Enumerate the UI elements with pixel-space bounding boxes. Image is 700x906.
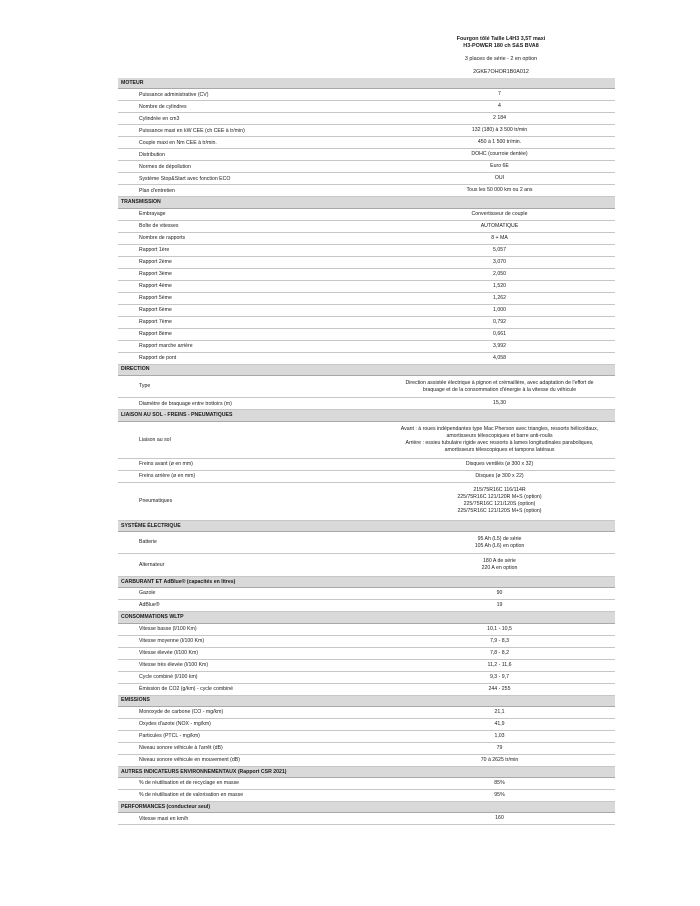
spec-value xyxy=(384,558,615,572)
spec-value-line: 450 à 1 500 tr/min. xyxy=(477,139,522,146)
spec-value xyxy=(384,400,615,407)
section-header xyxy=(118,612,615,623)
spec-value xyxy=(384,343,615,350)
spec-label: % de réutilisation et de valorisation en masse xyxy=(139,792,244,799)
spec-row xyxy=(118,173,615,185)
spec-row xyxy=(118,233,615,245)
spec-row xyxy=(118,125,615,137)
spec-value-line: Disques ventilés (ø 300 x 32) xyxy=(465,461,534,468)
section-title: AUTRES INDICATEURS ENVIRONNEMENTAUX (Rapport CSR 2021) xyxy=(121,768,287,775)
spec-label: Nombre de rapports xyxy=(139,234,186,241)
spec-label: Vitesse basse (l/100 Km) xyxy=(139,625,197,632)
spec-value-line: 3,070 xyxy=(493,258,506,265)
spec-label: Liaison au sol xyxy=(139,436,171,443)
spec-value-line: 10,1 - 10,5 xyxy=(487,625,512,632)
model-title-line-1: Fourgon tôlé Taille L4H3 3,5T maxi xyxy=(456,36,546,42)
spec-value-line: 95 Ah (L5) de série xyxy=(477,535,522,542)
spec-row xyxy=(118,719,615,731)
spec-value xyxy=(384,815,615,822)
spec-row xyxy=(118,684,615,696)
spec-value-line: 85% xyxy=(494,780,505,787)
spec-value-line: Direction assistée électrique à pignon et crémaillère, avec adaptation de l'effort de xyxy=(405,379,594,386)
spec-label: Système Stop&Start avec fonction ECO xyxy=(139,175,231,182)
section-title: LIAISON AU SOL - FREINS - PNEUMATIQUES xyxy=(121,412,233,419)
spec-label: Plan d'entretien xyxy=(139,187,175,194)
section-title: MOTEUR xyxy=(121,79,144,86)
spec-label: Puissance administrative (CV) xyxy=(139,91,209,98)
spec-value-line: 11,2 - 11,6 xyxy=(487,661,512,668)
spec-row xyxy=(118,398,615,410)
seats-info: 3 places de série - 2 en option xyxy=(464,56,538,62)
spec-row xyxy=(118,636,615,648)
spec-value-line: 7,8 - 8,2 xyxy=(489,649,510,656)
section-title: SYSTÈME ÉLECTRIQUE xyxy=(121,522,181,529)
spec-value-line: 4 xyxy=(498,103,501,110)
spec-row xyxy=(118,341,615,353)
spec-value-line: 5,057 xyxy=(493,246,506,253)
spec-table xyxy=(118,78,615,825)
spec-value-line: Euro 6E xyxy=(490,163,509,170)
spec-value-line: 95% xyxy=(494,792,505,799)
spec-label: Rapport 7ème xyxy=(139,318,172,325)
spec-value-line: 0,792 xyxy=(493,318,506,325)
spec-row xyxy=(118,600,615,612)
spec-value-line: 220 A en option xyxy=(481,565,518,572)
spec-value xyxy=(384,745,615,752)
spec-value xyxy=(384,175,615,182)
spec-value-line: 160 xyxy=(495,815,504,822)
spec-value xyxy=(384,271,615,278)
spec-label: % de réutilisation et de recyclage en masse xyxy=(139,780,240,787)
spec-value xyxy=(384,780,615,787)
section-header xyxy=(118,802,615,813)
spec-label: Rapport de pont xyxy=(139,354,177,361)
spec-value xyxy=(384,235,615,242)
spec-value xyxy=(384,426,615,454)
spec-label: Alternateur xyxy=(139,561,165,568)
spec-row xyxy=(118,755,615,767)
section-header xyxy=(118,410,615,421)
spec-value-line: 244 - 255 xyxy=(488,685,511,692)
model-title xyxy=(384,36,618,50)
spec-row xyxy=(118,305,615,317)
spec-value xyxy=(384,461,615,468)
spec-value xyxy=(384,331,615,338)
spec-label: Cylindrée en cm3 xyxy=(139,115,180,122)
spec-value-line: 79 xyxy=(496,744,503,751)
section-title: DIRECTION xyxy=(121,366,150,373)
spec-label: Freins arrière (ø en mm) xyxy=(139,473,196,480)
spec-label: Niveau sonore véhicule à l'arrêt (dB) xyxy=(139,745,223,752)
spec-value-line: Convertisseur de couple xyxy=(471,210,528,217)
spec-row xyxy=(118,89,615,101)
spec-value xyxy=(384,187,615,194)
spec-row xyxy=(118,778,615,790)
section-title: TRANSMISSION xyxy=(121,199,161,206)
spec-value-line: 21,1 xyxy=(494,708,505,715)
spec-label: Normes de dépollution xyxy=(139,163,191,170)
section-title: EMISSIONS xyxy=(121,697,150,704)
section-title: CONSOMMATIONS WLTP xyxy=(121,614,184,621)
spec-value-line: 2 184 xyxy=(493,115,506,122)
spec-label: Couple maxi en Nm CEE à tr/min. xyxy=(139,139,217,146)
spec-label: Pneumatiques xyxy=(139,498,173,505)
spec-label: Cycle combiné (l/100 km) xyxy=(139,673,198,680)
spec-row xyxy=(118,422,615,460)
spec-value-line: 225/75R16C 121/120S (option) xyxy=(463,501,536,508)
spec-value-line: amortisseurs télescopiques et barre anti-roulis xyxy=(446,432,553,439)
section-title: PERFORMANCES (conducteur seul) xyxy=(121,804,211,811)
section-header xyxy=(118,78,615,89)
spec-value-line: 225/75R16C 121/120S M+S (option) xyxy=(457,508,542,515)
spec-value xyxy=(384,650,615,657)
spec-value xyxy=(384,473,615,480)
section-header xyxy=(118,767,615,778)
spec-label: Vitesse très élevée (l/100 Km) xyxy=(139,661,209,668)
spec-value xyxy=(384,163,615,170)
spec-label: AdBlue® xyxy=(139,602,160,609)
spec-value-line: DOHC (courroie dentée) xyxy=(471,151,528,158)
spec-value-line: 41,9 xyxy=(494,720,505,727)
spec-value xyxy=(384,103,615,110)
spec-row xyxy=(118,317,615,329)
spec-value xyxy=(384,355,615,362)
spec-value xyxy=(384,590,615,597)
spec-value-line: 7 xyxy=(498,91,501,98)
spec-row xyxy=(118,137,615,149)
spec-value xyxy=(384,536,615,550)
spec-value-line: Disques (ø 300 x 22) xyxy=(475,473,524,480)
spec-label: Type xyxy=(139,383,151,390)
spec-label: Gazole xyxy=(139,590,156,597)
spec-row xyxy=(118,554,615,577)
spec-value xyxy=(384,487,615,515)
spec-value xyxy=(384,115,615,122)
section-header xyxy=(118,521,615,532)
spec-value-line: 105 Ah (L6) en option xyxy=(474,542,525,549)
spec-value-line: 1,000 xyxy=(493,306,506,313)
spec-value-line: 215/75R16C 116/114R xyxy=(473,487,526,494)
spec-row xyxy=(118,221,615,233)
spec-row xyxy=(118,624,615,636)
spec-row xyxy=(118,707,615,719)
spec-value-line: 9,3 - 9,7 xyxy=(489,673,510,680)
spec-value xyxy=(384,127,615,134)
spec-row xyxy=(118,648,615,660)
section-header xyxy=(118,696,615,707)
spec-row xyxy=(118,471,615,483)
spec-label: Distribution xyxy=(139,151,165,158)
spec-value-line: 7,9 - 8,3 xyxy=(489,637,510,644)
spec-value xyxy=(384,721,615,728)
spec-label: Vitesse élevée (l/100 Km) xyxy=(139,649,199,656)
spec-label: Rapport 6ème xyxy=(139,306,172,313)
spec-value-line: 3,992 xyxy=(493,342,506,349)
spec-value xyxy=(384,792,615,799)
spec-value-line: 19 xyxy=(496,602,503,609)
section-header xyxy=(118,577,615,588)
spec-value xyxy=(384,295,615,302)
spec-row xyxy=(118,376,615,399)
spec-value-line: braquage et de la consommation d'énergie à la vitesse du véhicule xyxy=(422,386,577,393)
spec-row xyxy=(118,281,615,293)
spec-label: Émission de CO2 (g/km) - cycle combiné xyxy=(139,685,233,692)
spec-row xyxy=(118,743,615,755)
spec-label: Rapport 8ème xyxy=(139,330,172,337)
spec-row xyxy=(118,257,615,269)
spec-row xyxy=(118,483,615,521)
spec-row xyxy=(118,161,615,173)
spec-label: Rapport 3ème xyxy=(139,270,172,277)
spec-value-line: 8 + MA xyxy=(491,234,508,241)
spec-value xyxy=(384,686,615,693)
spec-label: Nombre de cylindres xyxy=(139,103,187,110)
spec-label: Rapport 4ème xyxy=(139,282,172,289)
spec-row xyxy=(118,353,615,365)
spec-label: Rapport marche arrière xyxy=(139,342,193,349)
spec-row xyxy=(118,293,615,305)
spec-value-line: 90 xyxy=(496,590,503,597)
spec-row xyxy=(118,113,615,125)
spec-value-line: 225/75R16C 121/120R M+S (option) xyxy=(457,494,542,501)
spec-row xyxy=(118,459,615,471)
spec-row xyxy=(118,790,615,802)
spec-value-line: amortisseurs télescopiques et tampons latéraux xyxy=(444,446,555,453)
spec-value xyxy=(384,307,615,314)
spec-label: Oxydes d'azote (NOX - mg/km) xyxy=(139,721,211,728)
spec-value-line: 15,30 xyxy=(493,400,506,407)
model-title-line-2: H3-POWER 180 ch S&S BVA8 xyxy=(463,43,539,49)
spec-row xyxy=(118,149,615,161)
spec-row xyxy=(118,731,615,743)
spec-value-line: 70 à 2625 tr/min xyxy=(480,756,519,763)
spec-value xyxy=(384,662,615,669)
spec-value xyxy=(384,211,615,218)
section-header xyxy=(118,365,615,376)
spec-value xyxy=(384,626,615,633)
spec-value xyxy=(384,709,615,716)
spec-value xyxy=(384,259,615,266)
spec-value-line: 1,03 xyxy=(494,732,505,739)
spec-value xyxy=(384,602,615,609)
spec-row xyxy=(118,209,615,221)
spec-label: Rapport 2ème xyxy=(139,258,172,265)
spec-value-line: 180 A de série xyxy=(483,558,516,565)
spec-label: Boîte de vitesses xyxy=(139,222,179,229)
spec-row xyxy=(118,672,615,684)
spec-value-line: 0,661 xyxy=(493,330,506,337)
spec-row xyxy=(118,813,615,825)
spec-value xyxy=(384,247,615,254)
spec-label: Puissance maxi en kW CEE (ch CEE à tr/min) xyxy=(139,127,245,134)
spec-value xyxy=(384,91,615,98)
spec-value xyxy=(384,139,615,146)
spec-row xyxy=(118,269,615,281)
spec-value xyxy=(384,733,615,740)
spec-row xyxy=(118,532,615,555)
spec-value xyxy=(384,380,615,394)
spec-label: Embrayage xyxy=(139,210,166,217)
spec-label: Niveau sonore véhicule en mouvement (dB) xyxy=(139,757,240,764)
spec-value-line: OUI xyxy=(494,175,505,182)
spec-label: Freins avant (ø en mm) xyxy=(139,461,193,468)
section-header xyxy=(118,197,615,208)
spec-value xyxy=(384,757,615,764)
spec-row xyxy=(118,185,615,197)
section-title: CARBURANT ET AdBlue® (capacités en litres) xyxy=(121,578,236,585)
spec-value-line: Avant : à roues indépendantes type Mac Pherson avec triangles, ressorts hélicoïdaux, xyxy=(400,425,599,432)
spec-value-line: AUTOMATIQUE xyxy=(480,222,519,229)
spec-row xyxy=(118,588,615,600)
spec-label: Vitesse maxi en km/h xyxy=(139,815,189,822)
spec-value xyxy=(384,319,615,326)
spec-label: Particules (PTCL - mg/km) xyxy=(139,733,200,740)
spec-value-line: 2,050 xyxy=(493,270,506,277)
spec-value xyxy=(384,283,615,290)
spec-row xyxy=(118,329,615,341)
spec-label: Rapport 5ème xyxy=(139,294,172,301)
spec-label: Monoxyde de carbone (CO - mg/km) xyxy=(139,709,224,716)
spec-label: Rapport 1ère xyxy=(139,246,170,253)
spec-label: Vitesse moyenne (l/100 Km) xyxy=(139,637,205,644)
spec-row xyxy=(118,660,615,672)
spec-value-line: 1,262 xyxy=(493,294,506,301)
spec-value xyxy=(384,638,615,645)
spec-row xyxy=(118,101,615,113)
spec-value-line: Arrière : essieu tubulaire rigide avec ressorts à lames longitudinales paraboliques, xyxy=(405,439,594,446)
spec-value-line: 4,058 xyxy=(493,354,506,361)
spec-value xyxy=(384,674,615,681)
model-code: 2GKE7OHOR1B0A012 xyxy=(473,69,529,75)
spec-value-line: 1,520 xyxy=(493,282,506,289)
spec-label: Batterie xyxy=(139,539,157,546)
spec-value-line: 132 (180) à 3 500 tr/min xyxy=(471,127,528,134)
spec-value xyxy=(384,151,615,158)
spec-value xyxy=(384,223,615,230)
spec-row xyxy=(118,245,615,257)
spec-label: Diamètre de braquage entre trottoirs (m) xyxy=(139,400,232,407)
spec-value-line: Tous les 50 000 km ou 2 ans xyxy=(466,187,533,194)
